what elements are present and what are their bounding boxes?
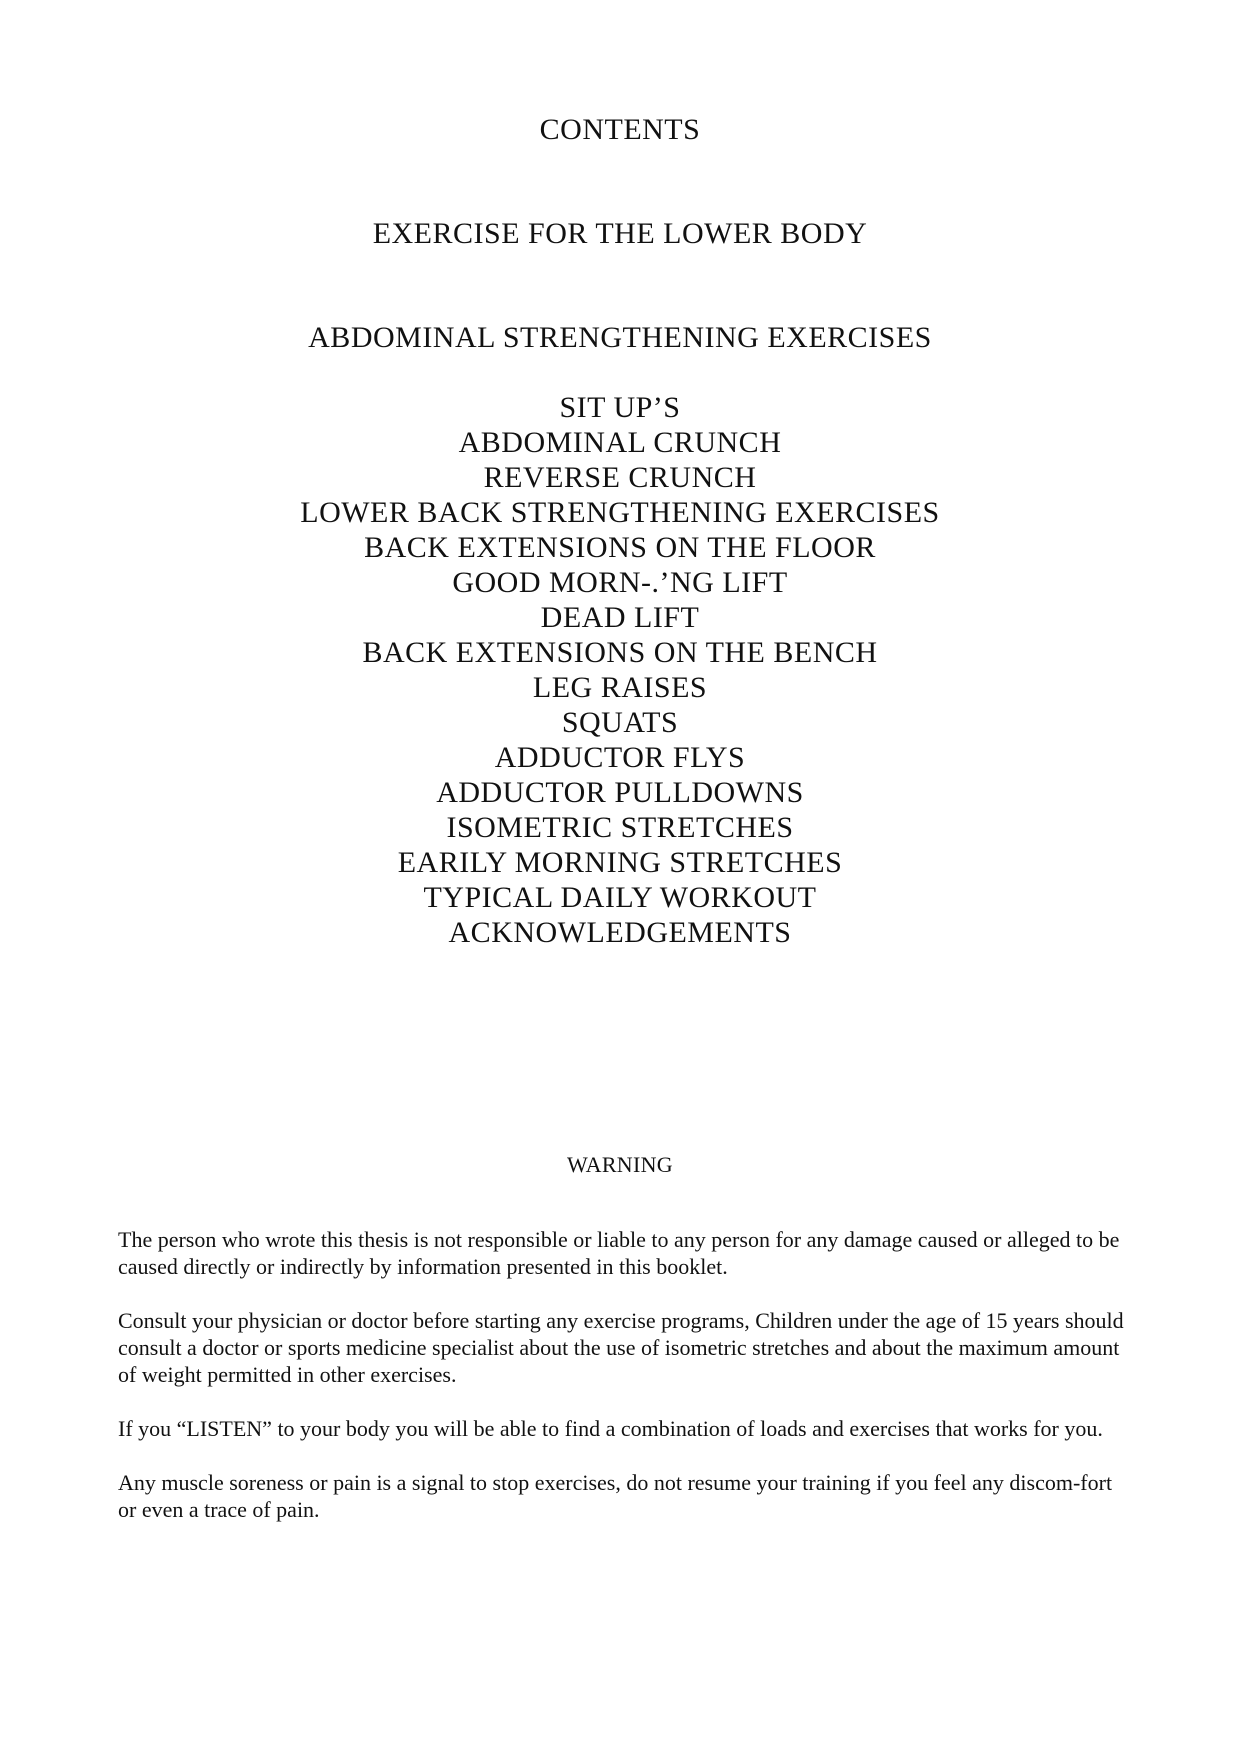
warning-paragraph: Any muscle soreness or pain is a signal to stop exercises, do not resume your training if you feel any discom-fort or even a trace of pain. [118,1470,1113,1522]
warning-paragraph: If you “LISTEN” to your body you will be able to find a combination of loads and exercises that works for you. [118,1416,1103,1441]
warning-paragraph: Consult your physician or doctor before starting any exercise programs, Children under the age of 15 years should consult a doctor or sports medicine specialist about the use of isometric stretches and about the maximum amount of weight permitted in other exercises. [118,1308,1124,1387]
contents-item: ABDOMINAL CRUNCH [458,426,782,459]
section-heading-abdominal: ABDOMINAL STRENGTHENING EXERCISES [308,321,932,354]
contents-item: BACK EXTENSIONS ON THE FLOOR [364,531,876,564]
contents-item: LEG RAISES [532,671,708,704]
contents-heading: CONTENTS [539,113,701,146]
warning-body [118,1226,1128,1550]
contents-item: SIT UP’S [559,391,681,424]
contents-item: SQUATS [561,706,679,739]
contents-item: GOOD MORN-.’NG LIFT [452,566,788,599]
section-heading-lower-body: EXERCISE FOR THE LOWER BODY [372,217,868,250]
warning-paragraph: The person who wrote this thesis is not responsible or liable to any person for any damage caused or alleged to be caused directly or indirectly by information presented in this booklet. [118,1227,1120,1279]
contents-item: ACKNOWLEDGEMENTS [448,916,792,949]
contents-list [0,390,1240,950]
contents-item: LOWER BACK STRENGTHENING EXERCISES [300,496,940,529]
contents-item: TYPICAL DAILY WORKOUT [423,881,817,914]
contents-item: EARILY MORNING STRETCHES [397,846,843,879]
contents-item: REVERSE CRUNCH [483,461,757,494]
contents-item: ADDUCTOR PULLDOWNS [436,776,804,809]
contents-item: ISOMETRIC STRETCHES [446,811,794,844]
contents-item: BACK EXTENSIONS ON THE BENCH [362,636,878,669]
contents-item: DEAD LIFT [540,601,700,634]
warning-heading: WARNING [567,1152,673,1177]
contents-item: ADDUCTOR FLYS [494,741,746,774]
